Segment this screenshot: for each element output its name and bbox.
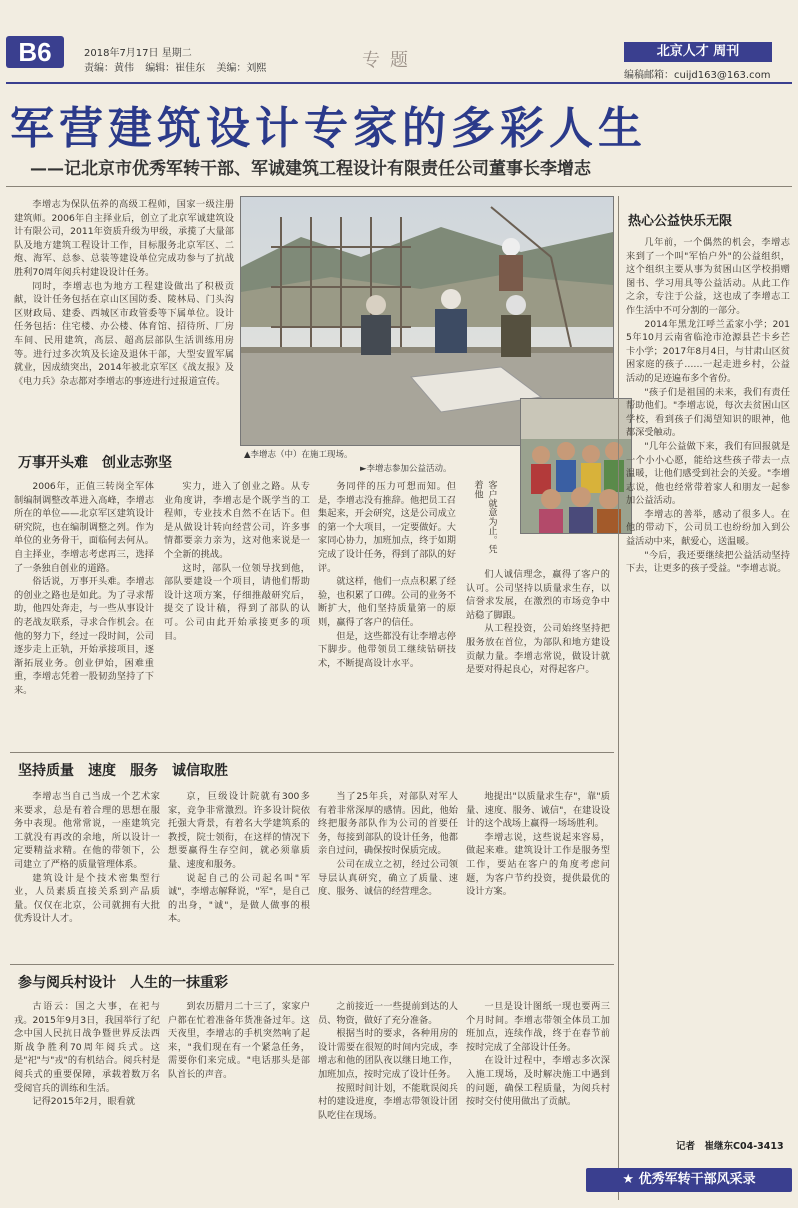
main-photo-caption: ▲李增志（中）在施工现场。 (244, 450, 353, 460)
sidebar-p6: "今后，我还要继续把公益活动坚持下去，让更多的孩子受益。"李增志说。 (626, 549, 790, 575)
section-divider-1 (10, 752, 614, 753)
inset-photo-caption: ►李增志参加公益活动。 (360, 464, 452, 474)
parade-col4-p1: 一旦是设计图纸一现也要两三个月时间。李增志带领全体员工加班加点，连续作战，终于在春节前按时完成了全部设计任务。 (466, 1001, 610, 1053)
quality-column-1 (14, 790, 160, 958)
masthead-divider (6, 82, 792, 84)
intro-paragraph-2: 同时，李增志也为地方工程建设做出了积极贡献，设计任务包括在京山区国防委、陵林局、门头沟区财政局、建委、西城区市政管委等下属单位。设计任务包括：住宅楼、办公楼、体育馆、招待所、厂房车间、民用建筑，高层、超高层部队生活训练用房等。进行过多次筑及长途及退休干部，大型安置军属就业，因成绩突出，2014年被北京军区《战友报》及《电力兵》杂志都对李增志的事迹进行过报道宣传。 (14, 280, 234, 387)
sidebar-divider (618, 196, 619, 1200)
sidebar-column (626, 236, 790, 1156)
submission-email: 编稿邮箱：cuijd163@163.com (624, 70, 771, 81)
startup-col1-p1: 2006年，正值三转岗全军体制编制调整改革进入高峰，李增志所在的单位——北京军区建筑设计研究院，也在编制调整之列。作为单位的业务骨干，面临何去何从。自主择业，李增志考虑再三，选择了一条独自创业的道路。 (14, 481, 154, 574)
startup-col2-p1: 实力，进入了创业之路。从专业角度讲，李增志是个既学当的工程师，专业技术自然不在话下。但是从做设计转向经营公司，许多事情都要亲力亲为，这对他来说是一个全新的挑战。 (164, 481, 310, 560)
sidebar-heading: 热心公益快乐无限 (628, 214, 733, 229)
publication-brand: 北京人才 周刊 (624, 42, 772, 62)
quality-col2-p1: 京，巨级设计院就有300多家，竞争非常激烈。许多设计院依托强大背景，有着名大学建筑系的教授，院士领衔，在这样的情况下想要赢得生存空间，就必须靠质量、速度和服务。 (168, 791, 310, 870)
charity-event-photo (520, 398, 632, 534)
headline-divider (6, 186, 792, 187)
section-divider-2 (10, 964, 614, 965)
startup-col4-p2: 从工程投资，公司始终坚持把服务放在首位，为部队和地方建设贡献力量。李增志常说，做设计就是要对得起良心，对得起客户。 (466, 623, 610, 676)
intro-column (14, 198, 234, 438)
staff-copy-editor: 编辑：崔佳东 (145, 63, 206, 74)
sidebar-p3: "孩子们是祖国的未来，我们有责任帮助他们。"李增志说，每次去贫困山区学校，看到孩子们渴望知识的眼神，他都深受触动。 (626, 386, 790, 439)
intro-paragraph-1: 李增志为保队伍养的高级工程师，国家一级注册建筑师。2006年自主择业后，创立了北京军诚建筑设计有限公司，2011年资质升级为甲级，承揽了大量部队及地方建筑工程设计工作，目标服务北京军区、二炮、海军、总参、总装等建设单位完成功参与了抗战胜利70周年阅兵村建设设计任务。 (14, 199, 234, 278)
sidebar-p5: 李增志的善举，感动了很多人。在他的带动下，公司员工也纷纷加入到公益活动中来，献爱心，送温暖。 (626, 508, 790, 548)
parade-col2-p1: 到农历腊月二十三了，家家户户都在忙着准备年货准备过年。这天夜里，李增志的手机突然响了起来，"我们现在有一个紧急任务，需要你们来完成。"电话那头是部队首长的声音。 (168, 1001, 310, 1080)
star-icon: ★ (622, 1172, 639, 1187)
page-number-badge: B6 (6, 36, 64, 68)
footer-banner-label: 优秀军转干部风采录 (638, 1172, 756, 1187)
startup-column-3 (318, 480, 456, 746)
parade-column-3 (318, 1000, 458, 1200)
quality-col1-p1: 李增志当自己当成一个艺术家来要求，总是有着合理的思想在服务中表现。他常常说，一座建筑完工就没有再改的余地，所以设计一定要精益求精。在他的带领下，公司建立了严格的质量管理体系。 (14, 791, 160, 870)
section-tag: 专题 (362, 50, 418, 71)
startup-col4-p1: 们人诚信理念，赢得了客户的认可。公司坚持以质量求生存，以信誉求发展，在激烈的市场竞争中站稳了脚跟。 (466, 569, 610, 621)
staff-editor: 责编：黄伟 (84, 63, 134, 74)
quality-col3-p1: 当了25年兵，对部队对军人有着非常深厚的感情。因此，他始终把服务部队作为公司的首要任务，每接到部队的设计任务，他都亲自过问，确保按时保质完成。 (318, 791, 458, 857)
article-subheadline: ——记北京市优秀军转干部、军诚建筑工程设计有限责任公司董事长李增志 (30, 159, 591, 179)
parade-col1-p1: 古语云：国之大事，在祀与戎。2015年9月3日，我国举行了纪念中国人民抗日战争暨世界反法西斯战争胜利70周年阅兵式。这是"祀"与"戎"的有机结合。阅兵村是阅兵式的重要保障，承载着数万名受阅官兵的训练和生活。 (14, 1001, 160, 1094)
article-headline: 军营建筑设计专家的多彩人生 (10, 103, 647, 154)
quality-column-3 (318, 790, 458, 958)
sidebar-p4: "几年公益做下来，我们有回报就是一个小小心愿，能给这些孩子带去一点温暖，让他们感受到社会的关爱。"李增志说，他也经常带着家人和朋友一起参加公益活动。 (626, 440, 790, 507)
startup-col1-p2: 俗话说，万事开头难。李增志的创业之路也是如此。为了寻求帮助，他四处奔走，与一些从事设计的老战友联系，寻求合作机会。在他的努力下，经过一段时间，公司逐步走上正轨，开始承接项目，逐渐拓展业务。创业伊始，困难重重，李增志凭着一股韧劲坚持了下来。 (14, 576, 154, 696)
sidebar-p1: 几年前，一个偶然的机会，李增志来到了一个叫"军怡户外"的公益组织，这个组织主要从事为贫困山区学校捐赠图书、学习用具等公益活动。从此工作之余，专注于公益，这也成了李增志工作生活中不可分割的一部分。 (626, 237, 790, 316)
reporter-signature: 记者 崔继东C04-3413 (676, 1141, 784, 1152)
quality-col4-p2: 李增志说，这些说起来容易，做起来难。建筑设计工作是服务型工作，要站在客户的角度考虑问题，为客户节约投资，提供最优的设计方案。 (466, 831, 610, 898)
parade-col4-p2: 在设计过程中，李增志多次深入施工现场，及时解决施工中遇到的问题，确保工程质量，为阅兵村按时交付使用做出了贡献。 (466, 1055, 610, 1108)
quality-col1-p2: 建筑设计是个技术密集型行业，人员素质直接关系到产品质量。仅仅在北京，公司就拥有大批优秀设计人才。 (14, 872, 160, 925)
quality-column-4 (466, 790, 610, 958)
footer-banner (586, 1168, 792, 1192)
parade-column-1 (14, 1000, 160, 1200)
startup-column-2 (164, 480, 310, 746)
children-group-illustration (521, 399, 631, 533)
startup-col3-p1: 务同伴的压力可想而知。但是，李增志没有推辞。他把员工召集起来，开会研究，这是公司成立的第一个大项目，一定要做好。大家同心协力，加班加点，终于如期完成了设计任务，得到了部队的好评。 (318, 481, 456, 574)
startup-col2-p2: 这时，部队一位领导找到他，部队要建设一个项目，请他们帮助设计这项方案，仔细推敲研究后，提交了设计稿，得到了部队的认可。公司由此开始承接更多的项目。 (164, 562, 310, 642)
section-heading-parade: 参与阅兵村设计 人生的一抹重彩 (18, 975, 228, 991)
startup-col3-p2: 就这样，他们一点点积累了经验，也积累了口碑。公司的业务不断扩大，他们坚持质量第一的原则，赢得了客户的信任。 (318, 576, 456, 628)
quality-col2-p2: 说起自己的公司起名叫"军诚"，李增志解释说，"军"，是自己的出身，"诚"，是做人做事的根本。 (168, 872, 310, 925)
startup-column-4 (466, 568, 610, 746)
staff-credits (84, 59, 274, 74)
staff-art-editor: 美编：刘熙 (216, 63, 267, 74)
startup-column-1 (14, 480, 154, 746)
startup-vertical-text: 客户就意为止。凭着他 (472, 480, 497, 554)
parade-column-2 (168, 1000, 310, 1200)
parade-col3-p2: 根据当时的要求，各种用房的设计需要在很短的时间内完成，李增志和他的团队夜以继日地工作，加班加点，按时完成了设计任务。 (318, 1028, 458, 1080)
sidebar-p2: 2014年黑龙江呼兰孟家小学；2015年10月云南省临沧市沧源县芒卡乡芒卡小学；2017年8月4日，与甘肃山区贫困家庭的孩子……一起走进乡村，公益活动的足迹遍布多个省份。 (626, 318, 790, 384)
quality-col3-p2: 公司在成立之初，经过公司领导层认真研究，确立了质量、速度、服务、诚信的经营理念。 (318, 858, 458, 898)
issue-date: 2018年7月17日 星期二 (84, 48, 192, 59)
parade-col3-p3: 按照时间计划，不能耽误阅兵村的建设进度，李增志带领设计团队吃住在现场。 (318, 1082, 458, 1121)
parade-col3-p1: 之前接近一一些提前到达的人员、物资，做好了充分准备。 (318, 1001, 458, 1026)
quality-column-2 (168, 790, 310, 958)
section-heading-quality: 坚持质量 速度 服务 诚信取胜 (18, 763, 228, 779)
startup-col3-p3: 但是，这些都没有让李增志停下脚步。他带领员工继续钻研技术，不断提高设计水平。 (318, 630, 456, 669)
parade-col1-p2: 记得2015年2月，眼看就 (32, 1096, 136, 1108)
quality-col4-p1: 地提出"以质量求生存"，靠"质量、速度、服务、诚信"，在建设设计的这个战场上赢得一场场胜利。 (466, 791, 610, 830)
section-heading-startup: 万事开头难 创业志弥坚 (18, 455, 172, 471)
